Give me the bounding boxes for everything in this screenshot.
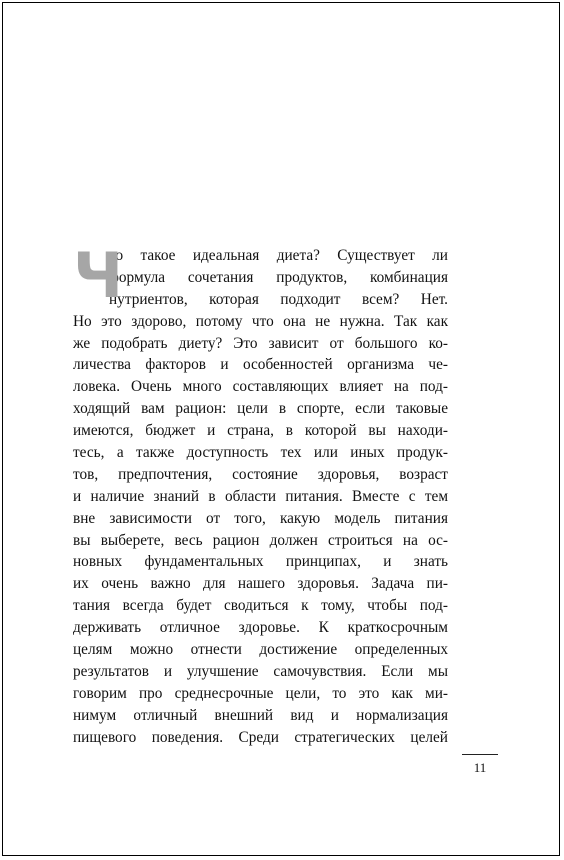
text-line: пищевого поведения. Среди стратегических целей [73,728,448,746]
text-line: тания всегда будет сводиться к тому, чтобы под- [73,597,448,615]
text-line: имеются, бюджет и страна, в которой вы находи- [73,422,448,440]
text-line: же подобрать диету? Это зависит от большого ко- [73,334,448,352]
text-line: Но это здорово, потому что она не нужна. Так как [73,312,448,330]
text-line: ловека. Очень много составляющих влияет на под- [73,378,448,396]
text-line: тесь, а также доступность тех или иных продук- [73,444,448,462]
text-line: их очень важно для нашего здоровья. Задача пи- [73,575,448,593]
text-line: держивать отличное здоровье. К краткосрочным [73,619,448,637]
text-line: говорим про среднесрочные цели, то это как ми- [73,684,448,702]
page [2,2,560,856]
text-line: вы выберете, весь рацион должен строиться на ос- [73,531,448,549]
text-line: ходящий вам рацион: цели в спорте, если таковые [73,400,448,418]
text-line: тов, предпочтения, состояние здоровья, возраст [73,465,448,483]
text-line: то такое идеальная диета? Существует ли [109,247,448,264]
page-number-rule [462,754,498,755]
drop-cap: Ч [73,239,124,312]
text-line: личества факторов и особенностей организма че- [73,356,448,374]
text-line: нимум отличный внешний вид и нормализация [73,706,448,724]
text-line: результатов и улучшение самочувствия. Если мы [73,662,448,680]
text-line: новных фундаментальных принципах, и знать [73,553,448,571]
text-line: целям можно отнести достижение определенных [73,641,448,659]
text-line: формула сочетания продуктов, комбинация [109,268,448,286]
text-line: и наличие знаний в области питания. Вместе с тем [73,487,448,505]
body-text [73,239,448,748]
text-line: вне зависимости от того, какую модель питания [73,509,448,527]
text-line: нутриентов, которая подходит всем? Нет. [109,290,448,308]
page-number: 11 [473,760,487,775]
